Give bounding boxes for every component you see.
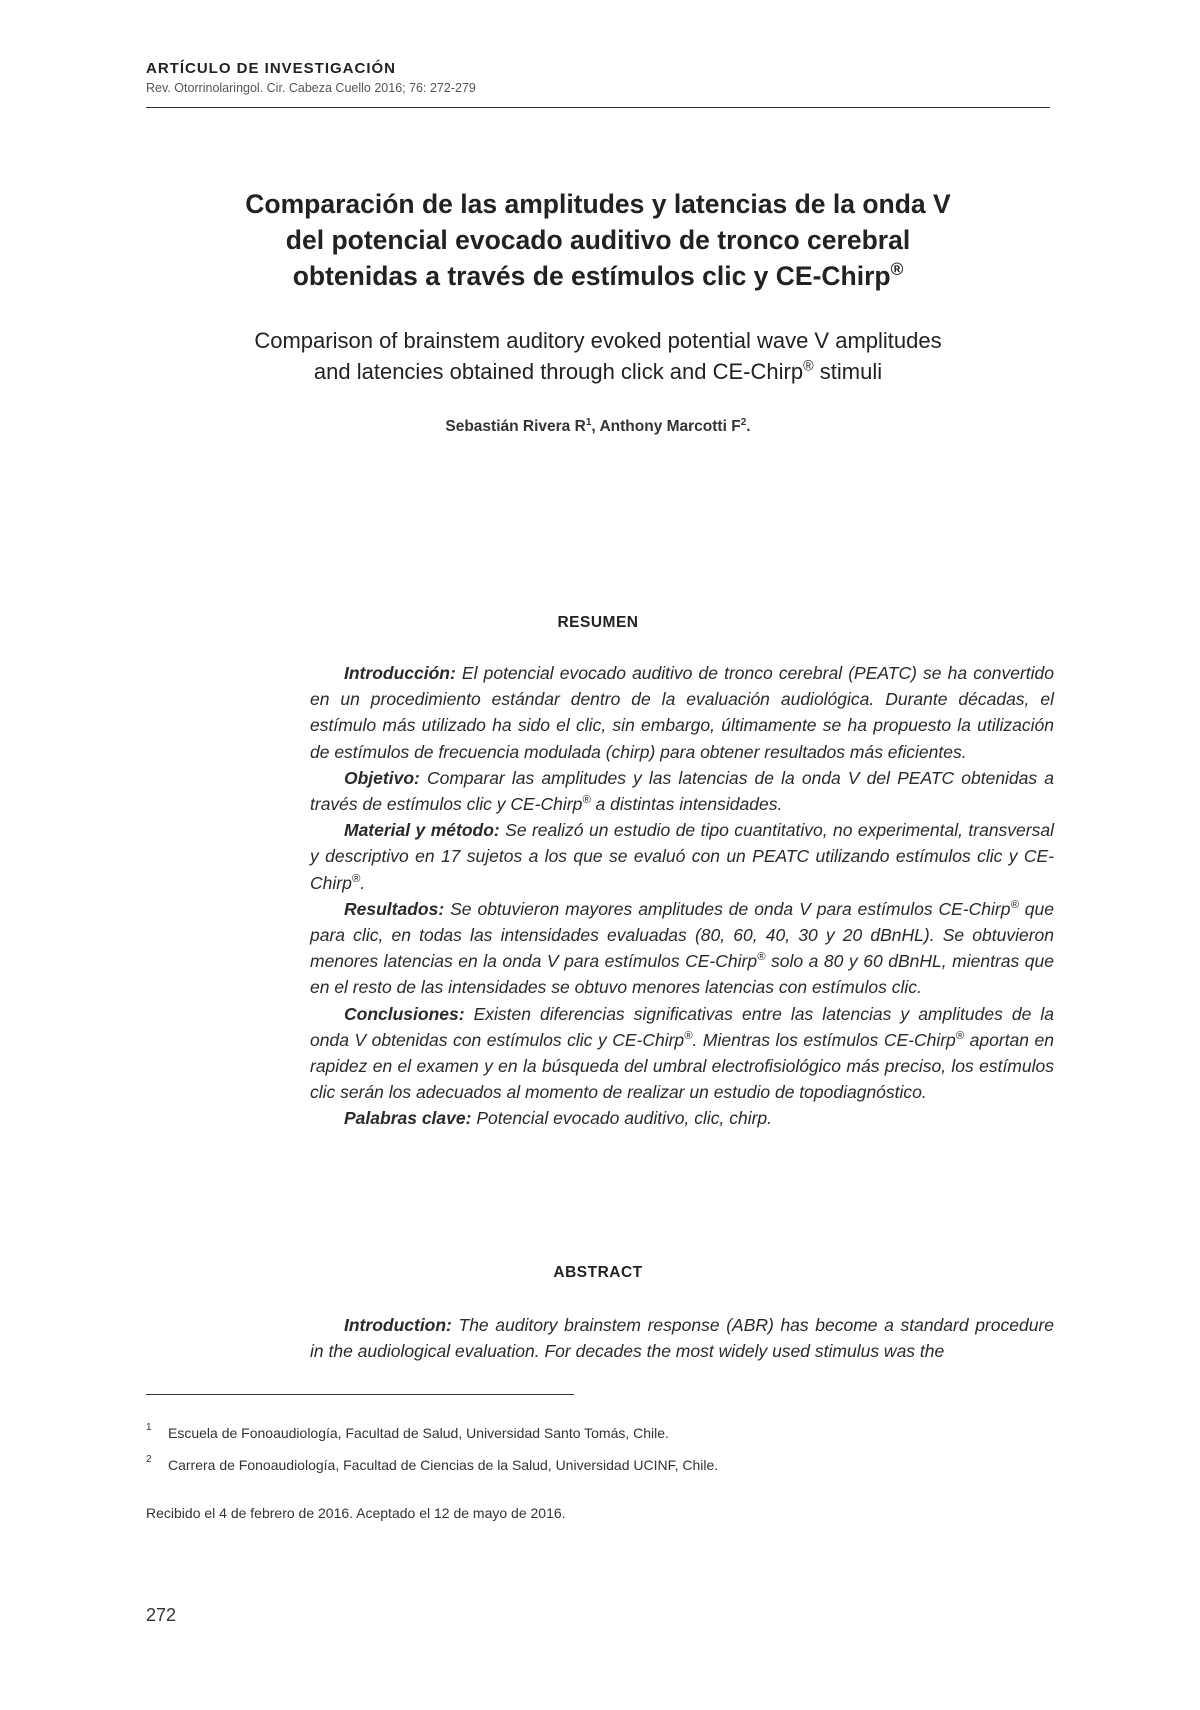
footnote-1-mark: 1 <box>146 1422 152 1433</box>
author-list <box>146 418 1050 436</box>
abstract-body <box>310 1312 1054 1364</box>
registered-mark: ® <box>684 1030 693 1043</box>
registered-mark: ® <box>803 358 814 375</box>
journal-reference: Rev. Otorrinolaringol. Cir. Cabeza Cuello 2016; 76: 272-279 <box>146 81 476 95</box>
footnote-2-mark: 2 <box>146 1454 152 1465</box>
abstract-introduction-text: The auditory brainstem response (ABR) has become a standard procedure in the audiological evaluation. For decades the most widely used stimulus was the <box>310 1315 1054 1362</box>
title-spanish-line-3 <box>146 258 1050 294</box>
abstract-introduction <box>310 1312 1054 1364</box>
resumen-conclusions-label: Conclusiones: <box>344 1003 465 1024</box>
resumen-conclusions <box>310 1001 1054 1106</box>
title-english-line-2 <box>146 356 1050 387</box>
registered-mark: ® <box>582 794 591 807</box>
resumen-keywords <box>310 1105 1054 1131</box>
title-english-line-2-b: stimuli <box>813 359 883 384</box>
resumen-keywords-label: Palabras clave: <box>344 1108 472 1129</box>
author-1-affiliation: 1 <box>585 416 592 428</box>
title-spanish-line-1: Comparación de las amplitudes y latencias de la onda V <box>245 189 951 219</box>
resumen-heading: RESUMEN <box>557 614 639 631</box>
resumen-objective-text-b: a distintas intensidades. <box>590 794 783 815</box>
title-english-line-1: Comparison of brainstem auditory evoked potential wave V amplitudes <box>254 328 942 353</box>
author-2: Anthony Marcotti F <box>599 418 741 435</box>
title-spanish-line-2: del potencial evocado auditivo de tronco cerebral <box>285 225 911 255</box>
abstract-heading: ABSTRACT <box>553 1264 643 1281</box>
footnote-2-text: Carrera de Fonoaudiología, Facultad de Ciencias de la Salud, Universidad UCINF, Chile. <box>168 1457 719 1473</box>
resumen-objective <box>310 765 1054 817</box>
resumen-results-text-a: Se obtuvieron mayores amplitudes de onda V para estímulos CE-Chirp <box>444 898 1011 919</box>
received-accepted-dates: Recibido el 4 de febrero de 2016. Aceptado el 12 de mayo de 2016. <box>146 1505 566 1521</box>
resumen-conclusions-text-a: Existen diferencias significativas entre las latencias y amplitudes de la onda V obtenidas con estímulos clic y CE-Chirp <box>310 1003 1054 1050</box>
resumen-introduction-text: El potencial evocado auditivo de tronco cerebral (PEATC) se ha convertido en un procedimiento estándar dentro de la evaluación audiológica. Durante décadas, el estímulo más utilizado ha sido el clic, sin embargo, últimamente se ha propuesto la utilización de estímulos de frecuencia modulada (chirp) para obtener resultados más eficientes. <box>310 663 1054 762</box>
resumen-method <box>310 817 1054 896</box>
affiliation-footnotes <box>146 1422 1050 1489</box>
title-english <box>146 325 1050 387</box>
resumen-results <box>310 896 1054 1001</box>
title-spanish-line-3-text: obtenidas a través de estímulos clic y CE-Chirp <box>292 261 891 291</box>
abstract-introduction-label: Introduction: <box>344 1315 452 1335</box>
resumen-body <box>310 660 1054 1132</box>
footnote-divider <box>146 1394 574 1395</box>
resumen-keywords-text: Potencial evocado auditivo, clic, chirp. <box>471 1108 773 1129</box>
registered-mark: ® <box>1010 899 1019 911</box>
resumen-results-label: Resultados: <box>344 898 445 919</box>
author-1: Sebastián Rivera R <box>445 418 586 435</box>
footnote-2 <box>146 1454 1050 1473</box>
author-2-affiliation: 2 <box>740 416 747 428</box>
resumen-method-text-a: Se realizó un estudio de tipo cuantitativo, no experimental, transversal y descriptivo en 17 sujetos a los que se evaluó con un PEATC utilizando estímulos clic y CE-Chirp <box>310 820 1054 893</box>
resumen-objective-label: Objetivo: <box>344 767 420 788</box>
resumen-conclusions-text-b: . Mientras los estímulos CE-Chirp <box>692 1029 956 1050</box>
title-spanish <box>146 186 1050 294</box>
resumen-results-text-c: solo a 80 y 60 dBnHL, mientras que en el resto de las intensidades se obtuvo menores latencias con estímulos clic. <box>310 951 1054 998</box>
resumen-introduction-label: Introducción: <box>344 663 456 683</box>
registered-mark: ® <box>890 259 904 280</box>
resumen-introduction <box>310 660 1054 765</box>
registered-mark: ® <box>757 951 766 964</box>
resumen-results-text-b: que para clic, en todas las intensidades evaluadas (80, 60, 40, 30 y 20 dBnHL). Se obtuvieron menores latencias en la onda V para estímulos CE-Chirp <box>310 898 1055 972</box>
registered-mark: ® <box>955 1030 965 1043</box>
running-header <box>146 60 1050 95</box>
footnote-1 <box>146 1422 1050 1441</box>
author-list-end: . <box>746 418 751 435</box>
resumen-conclusions-text-c: aportan en rapidez en el examen y en la búsqueda del umbral electrofisiológico más preciso, los estímulos clic serán los adecuados al momento de realizar un estudio de topodiagnóstico. <box>310 1029 1054 1103</box>
author-separator: , <box>591 418 600 435</box>
title-english-line-2-a: and latencies obtained through click and CE-Chirp <box>313 359 804 384</box>
resumen-method-text-b: . <box>360 872 366 893</box>
registered-mark: ® <box>351 872 361 885</box>
section-label: ARTÍCULO DE INVESTIGACIÓN <box>146 60 397 77</box>
header-divider <box>146 107 1050 108</box>
footnote-1-text: Escuela de Fonoaudiología, Facultad de Salud, Universidad Santo Tomás, Chile. <box>168 1425 669 1441</box>
resumen-objective-text-a: Comparar las amplitudes y las latencias de la onda V del PEATC obtenidas a través de estímulos clic y CE-Chirp <box>310 767 1054 815</box>
page-number: 272 <box>146 1605 177 1625</box>
resumen-method-label: Material y método: <box>344 820 500 841</box>
